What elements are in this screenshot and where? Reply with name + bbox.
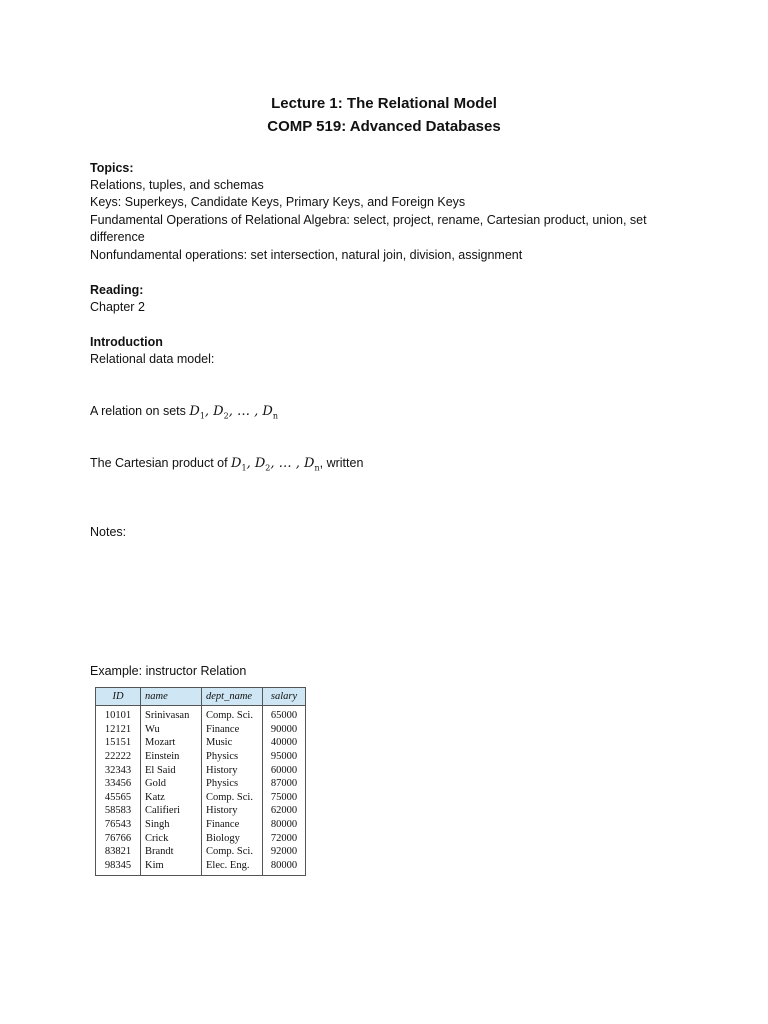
table-row <box>96 706 306 723</box>
example-caption: Example: instructor Relation <box>90 664 247 678</box>
cell-dept-name: History <box>202 804 263 818</box>
table-row <box>96 777 306 791</box>
cell-id: 58583 <box>104 805 132 817</box>
table-row <box>96 723 306 737</box>
cell-name: Califieri <box>141 804 202 818</box>
topic-item: Nonfundamental operations: set intersection, natural join, division, assignment <box>90 248 523 262</box>
cell-dept-name: History <box>202 763 263 777</box>
notes-label: Notes: <box>90 525 127 539</box>
cell-salary: 87000 <box>263 777 306 791</box>
cell-dept-name: Physics <box>202 750 263 764</box>
cartesian-suffix: , written <box>319 456 364 470</box>
table-row <box>96 791 306 805</box>
cell-id: 83821 <box>104 846 132 858</box>
cell-name: El Said <box>141 763 202 777</box>
column-header-salary: salary <box>263 688 306 706</box>
cell-dept-name: Elec. Eng. <box>202 859 263 876</box>
relation-sets-math: $D_1$, $D_2$, … , $D_n$ <box>189 404 278 421</box>
lecture-title: Lecture 1: The Relational Model <box>271 95 497 112</box>
cell-name: Brandt <box>141 845 202 859</box>
table-row <box>96 736 306 750</box>
cell-dept-name: Music <box>202 736 263 750</box>
cell-salary: 90000 <box>263 723 306 737</box>
cell-name: Srinivasan <box>141 706 202 723</box>
column-header-name: name <box>141 688 202 706</box>
instructor-table <box>95 687 306 876</box>
introduction-text: Relational data model: <box>90 352 215 366</box>
table-row <box>96 804 306 818</box>
cell-salary: 95000 <box>263 750 306 764</box>
cartesian-definition <box>90 455 363 477</box>
cell-dept-name: Biology <box>202 831 263 845</box>
cell-id: 45565 <box>104 791 132 803</box>
cell-dept-name: Comp. Sci. <box>202 791 263 805</box>
cell-salary: 92000 <box>263 845 306 859</box>
cell-name: Mozart <box>141 736 202 750</box>
cell-dept-name: Finance <box>202 818 263 832</box>
table-row <box>96 750 306 764</box>
cell-id: 76543 <box>104 819 132 831</box>
relation-text: A relation on sets <box>90 404 190 418</box>
relation-definition <box>90 403 278 425</box>
cell-id: 22222 <box>104 751 132 763</box>
cartesian-text: The Cartesian product of <box>90 456 232 470</box>
cell-name: Wu <box>141 723 202 737</box>
cell-salary: 62000 <box>263 804 306 818</box>
cell-salary: 40000 <box>263 736 306 750</box>
table-row <box>96 818 306 832</box>
topic-item: Relations, tuples, and schemas <box>90 178 264 192</box>
cell-id: 98345 <box>104 859 132 871</box>
topics-heading: Topics: <box>90 161 134 175</box>
cell-id: 33456 <box>104 778 132 790</box>
column-header-dept-name: dept_name <box>202 688 263 706</box>
table-row <box>96 859 306 876</box>
table-row <box>96 831 306 845</box>
cell-dept-name: Finance <box>202 723 263 737</box>
course-title: COMP 519: Advanced Databases <box>267 118 501 135</box>
cell-dept-name: Physics <box>202 777 263 791</box>
topic-item: Keys: Superkeys, Candidate Keys, Primary Keys, and Foreign Keys <box>90 195 466 209</box>
cell-name: Kim <box>141 859 202 876</box>
table-row <box>96 763 306 777</box>
cell-salary: 60000 <box>263 763 306 777</box>
cell-salary: 75000 <box>263 791 306 805</box>
reading-heading: Reading: <box>90 283 144 297</box>
cell-name: Singh <box>141 818 202 832</box>
introduction-heading: Introduction <box>90 335 163 349</box>
reading-text: Chapter 2 <box>90 300 145 314</box>
table-row <box>96 845 306 859</box>
cell-salary: 80000 <box>263 818 306 832</box>
cell-salary: 72000 <box>263 831 306 845</box>
cell-salary: 65000 <box>263 706 306 723</box>
cell-id: 32343 <box>104 764 132 776</box>
column-header-id: ID <box>96 688 141 706</box>
cell-id: 10101 <box>104 710 132 722</box>
cell-id: 12121 <box>104 723 132 735</box>
cell-salary: 80000 <box>263 859 306 876</box>
cell-id: 15151 <box>104 737 132 749</box>
cell-name: Katz <box>141 791 202 805</box>
cell-name: Crick <box>141 831 202 845</box>
topic-item: Fundamental Operations of Relational Algebra: select, project, rename, Cartesian product, union, set difference <box>90 213 647 244</box>
table-header-row <box>96 688 306 706</box>
cell-dept-name: Comp. Sci. <box>202 706 263 723</box>
cell-dept-name: Comp. Sci. <box>202 845 263 859</box>
cell-id: 76766 <box>104 832 132 844</box>
cell-name: Gold <box>141 777 202 791</box>
cartesian-sets-math: $D_1$, $D_2$, … , $D_n$ <box>231 456 320 473</box>
cell-name: Einstein <box>141 750 202 764</box>
